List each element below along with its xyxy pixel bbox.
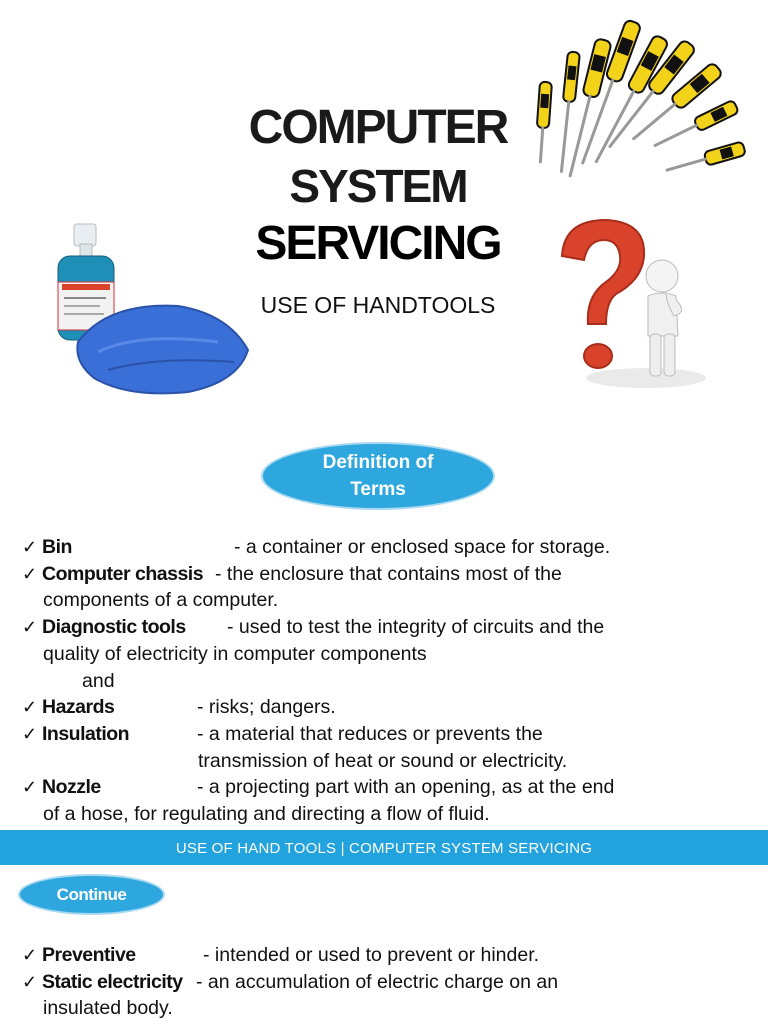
term-name: Nozzle: [42, 776, 101, 799]
subtitle: USE OF HANDTOOLS: [260, 292, 496, 318]
checkmark-icon: ✓: [22, 777, 38, 798]
checkmark-icon: ✓: [22, 563, 38, 584]
term-item-static-electricity: [22, 969, 762, 1022]
checkmark-icon: ✓: [22, 617, 38, 638]
title-line-3: SERVICING: [255, 217, 501, 270]
term-definition: - an accumulation of electric charge on an: [196, 970, 559, 993]
term-name: Insulation: [42, 722, 130, 745]
term-definition-continued-2: and: [82, 669, 115, 692]
term-definition: - used to test the integrity of circuits and the: [227, 616, 605, 639]
term-definition: - a projecting part with an opening, as at the end: [197, 776, 615, 799]
term-name: Static electricity: [42, 970, 183, 993]
term-item-bin: [22, 534, 762, 561]
definition-badge-line-1: Definition of: [322, 452, 434, 473]
term-definition: - a container or enclosed space for storage.: [234, 536, 611, 558]
term-name: Computer chassis: [42, 562, 204, 585]
term-definition: - intended or used to prevent or hinder.: [203, 944, 540, 966]
question-mark-figure-icon: [554, 216, 708, 394]
page-title: [200, 101, 556, 270]
term-item-computer-chassis: [22, 561, 762, 614]
term-name: Hazards: [42, 696, 115, 719]
screwdriver-set-icon: [522, 10, 758, 200]
term-name: Diagnostic tools: [42, 616, 186, 639]
checkmark-icon: ✓: [22, 697, 38, 718]
checkmark-icon: ✓: [22, 723, 38, 744]
term-name: Bin: [42, 536, 72, 558]
term-item-nozzle: [22, 774, 762, 827]
checkmark-icon: ✓: [22, 971, 38, 992]
term-definition-continued: components of a computer.: [43, 589, 279, 612]
term-definition: - a material that reduces or prevents the: [197, 722, 543, 745]
term-item-hazards: [22, 694, 762, 721]
term-definition: - the enclosure that contains most of the: [215, 562, 562, 585]
term-definition-continued: of a hose, for regulating and directing a flow of fluid.: [43, 803, 490, 826]
term-definition-continued: quality of electricity in computer components: [43, 642, 427, 665]
checkmark-icon: ✓: [22, 537, 38, 557]
term-item-insulation: [22, 721, 762, 774]
term-definition-continued: transmission of heat or sound or electricity.: [198, 749, 568, 772]
term-name: Preventive: [42, 944, 136, 966]
title-line-1: COMPUTER: [248, 101, 508, 154]
slide-footer-bar: USE OF HAND TOOLS | COMPUTER SYSTEM SERVICING: [0, 830, 768, 865]
term-definition-continued: insulated body.: [43, 997, 173, 1020]
term-definition: - risks; dangers.: [197, 696, 336, 719]
checkmark-icon: ✓: [22, 945, 38, 965]
term-item-preventive: [22, 942, 762, 969]
title-line-2: SYSTEM: [289, 160, 467, 212]
term-item-diagnostic-tools: [22, 614, 762, 694]
definition-of-terms-badge: [263, 444, 493, 508]
terms-list-continued: [22, 942, 762, 1022]
continue-badge: Continue: [20, 876, 163, 913]
definition-badge-line-2: Terms: [350, 479, 406, 500]
terms-list: [22, 534, 762, 828]
